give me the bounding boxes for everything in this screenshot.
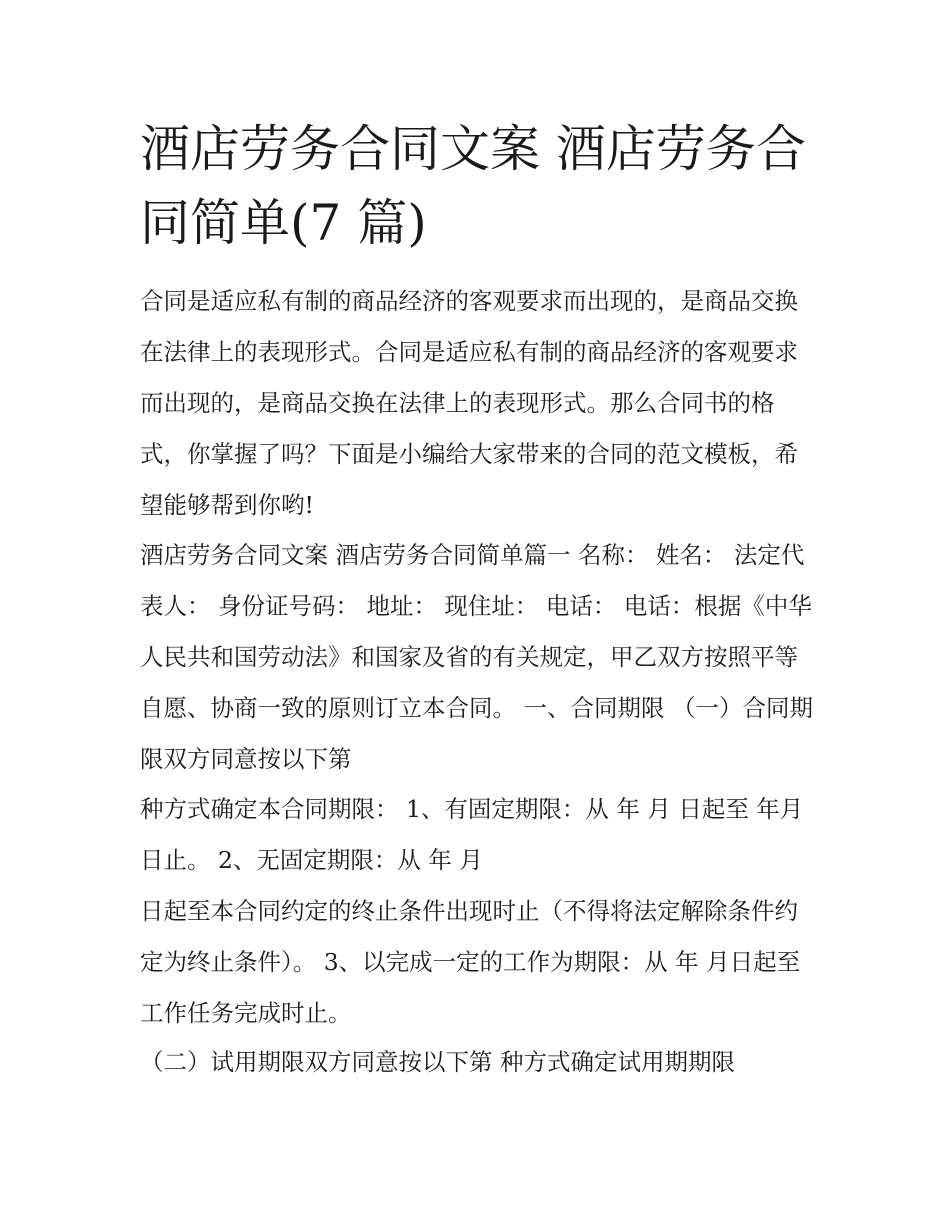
paragraph-contract-parties: 酒店劳务合同文案 酒店劳务合同简单篇一 名称： 姓名： 法定代表人： 身份证号码： 地址： 现住址： 电话： 电话：根据《中华人民共和国劳动法》和国家及省的有关规定，甲乙双方按照平等自愿、协商一致的原则订立本合同。 一、合同期限 （一）合同期限双方同意按以下第 [140,541,813,773]
paragraph-contract-term-method: 种方式确定本合同期限： 1、有固定期限：从 年 月 日起至 年月 日止。 2、无固定期限：从 年 月 [140,795,804,874]
paragraph-contract-term-end: 日起至本合同约定的终止条件出现时止（不得将法定解除条件约定为终止条件）。 3、以完成一定的工作为期限：从 年 月日起至 工作任务完成时止。 [140,897,801,1027]
paragraph-probation: （二）试用期限双方同意按以下第 种方式确定试用期期限 [140,1048,735,1076]
document-title: 酒店劳务合同文案 酒店劳务合同简单(7 篇) [140,120,806,252]
paragraph-intro: 合同是适应私有制的商品经济的客观要求而出现的，是商品交换在法律上的表现形式。合同是适应私有制的商品经济的客观要求而出现的，是商品交换在法律上的表现形式。那么合同书的格式，你掌握了吗？下面是小编给大家带来的合同的范文模板，希望能够帮到你哟! [140,287,798,519]
